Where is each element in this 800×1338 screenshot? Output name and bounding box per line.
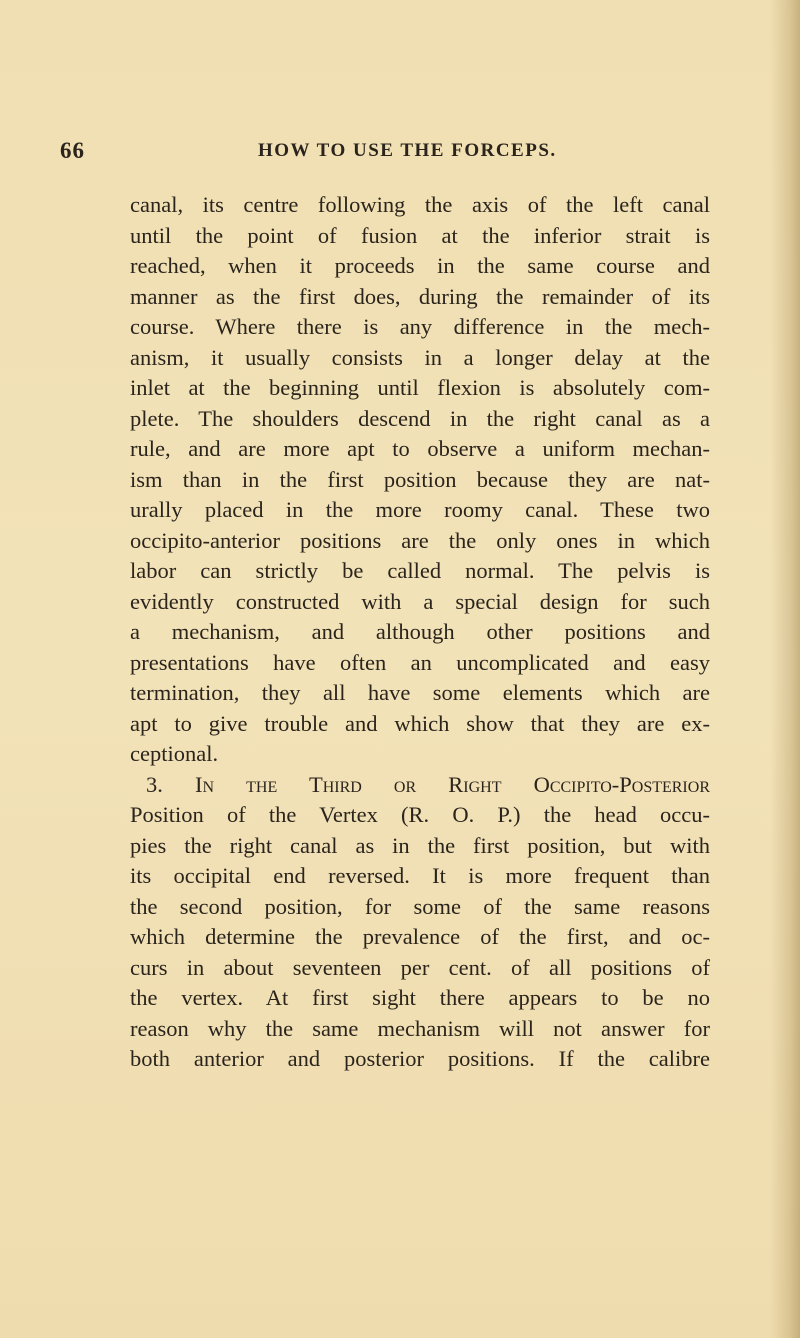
paragraph-end-line: ceptional. xyxy=(130,741,219,766)
text-line: its occipital end reversed. It is more frequent than xyxy=(130,863,710,888)
text-line: a mechanism, and although other positions and xyxy=(130,619,710,644)
text-line: both anterior and posterior positions. If the calibre xyxy=(130,1046,710,1071)
text-line: manner as the first does, during the remainder of its xyxy=(130,283,710,309)
text-line: reason why the same mechanism will not answer for xyxy=(130,1015,710,1041)
running-head: HOW TO USE THE FORCEPS. xyxy=(258,140,557,161)
text-line: labor can strictly be called normal. The pelvis is xyxy=(130,558,710,583)
text-line: curs in about seventeen per cent. of all positions of xyxy=(130,954,710,980)
text-line: rule, and are more apt to observe a uniform mechan- xyxy=(130,436,710,461)
section-heading-line: 3. In the Third or Right Occipito-Posterior xyxy=(146,771,710,797)
text-line: pies the right canal as in the first position, but with xyxy=(130,832,710,858)
page-header xyxy=(0,138,800,168)
text-line: urally placed in the more roomy canal. These two xyxy=(130,497,710,522)
text-line: the vertex. At first sight there appears to be no xyxy=(130,985,710,1010)
text-line: apt to give trouble and which show that they are ex- xyxy=(130,710,710,736)
text-line: occipito-anterior positions are the only ones in which xyxy=(130,527,710,553)
text-line: canal, its centre following the axis of the left canal xyxy=(130,192,710,217)
text-line: the second position, for some of the same reasons xyxy=(130,893,710,919)
text-line: course. Where there is any difference in the mech- xyxy=(130,314,710,339)
body-text xyxy=(130,190,710,1075)
text-line: inlet at the beginning until flexion is absolutely com- xyxy=(130,375,710,400)
text-line: which determine the prevalence of the first, and oc- xyxy=(130,924,710,949)
text-line: reached, when it proceeds in the same course and xyxy=(130,253,710,278)
text-line: anism, it usually consists in a longer delay at the xyxy=(130,344,710,370)
text-line: ism than in the first position because they are nat- xyxy=(130,466,710,492)
section-heading-continuation: Position of the Vertex (R. O. P.) the head occu- xyxy=(130,802,710,827)
text-line: until the point of fusion at the inferior strait is xyxy=(130,222,710,248)
text-line: evidently constructed with a special design for such xyxy=(130,588,710,614)
text-line: termination, they all have some elements which are xyxy=(130,680,710,705)
page-number: 66 xyxy=(60,138,85,163)
text-line: presentations have often an uncomplicated and easy xyxy=(130,649,710,675)
text-line: plete. The shoulders descend in the right canal as a xyxy=(130,405,710,431)
